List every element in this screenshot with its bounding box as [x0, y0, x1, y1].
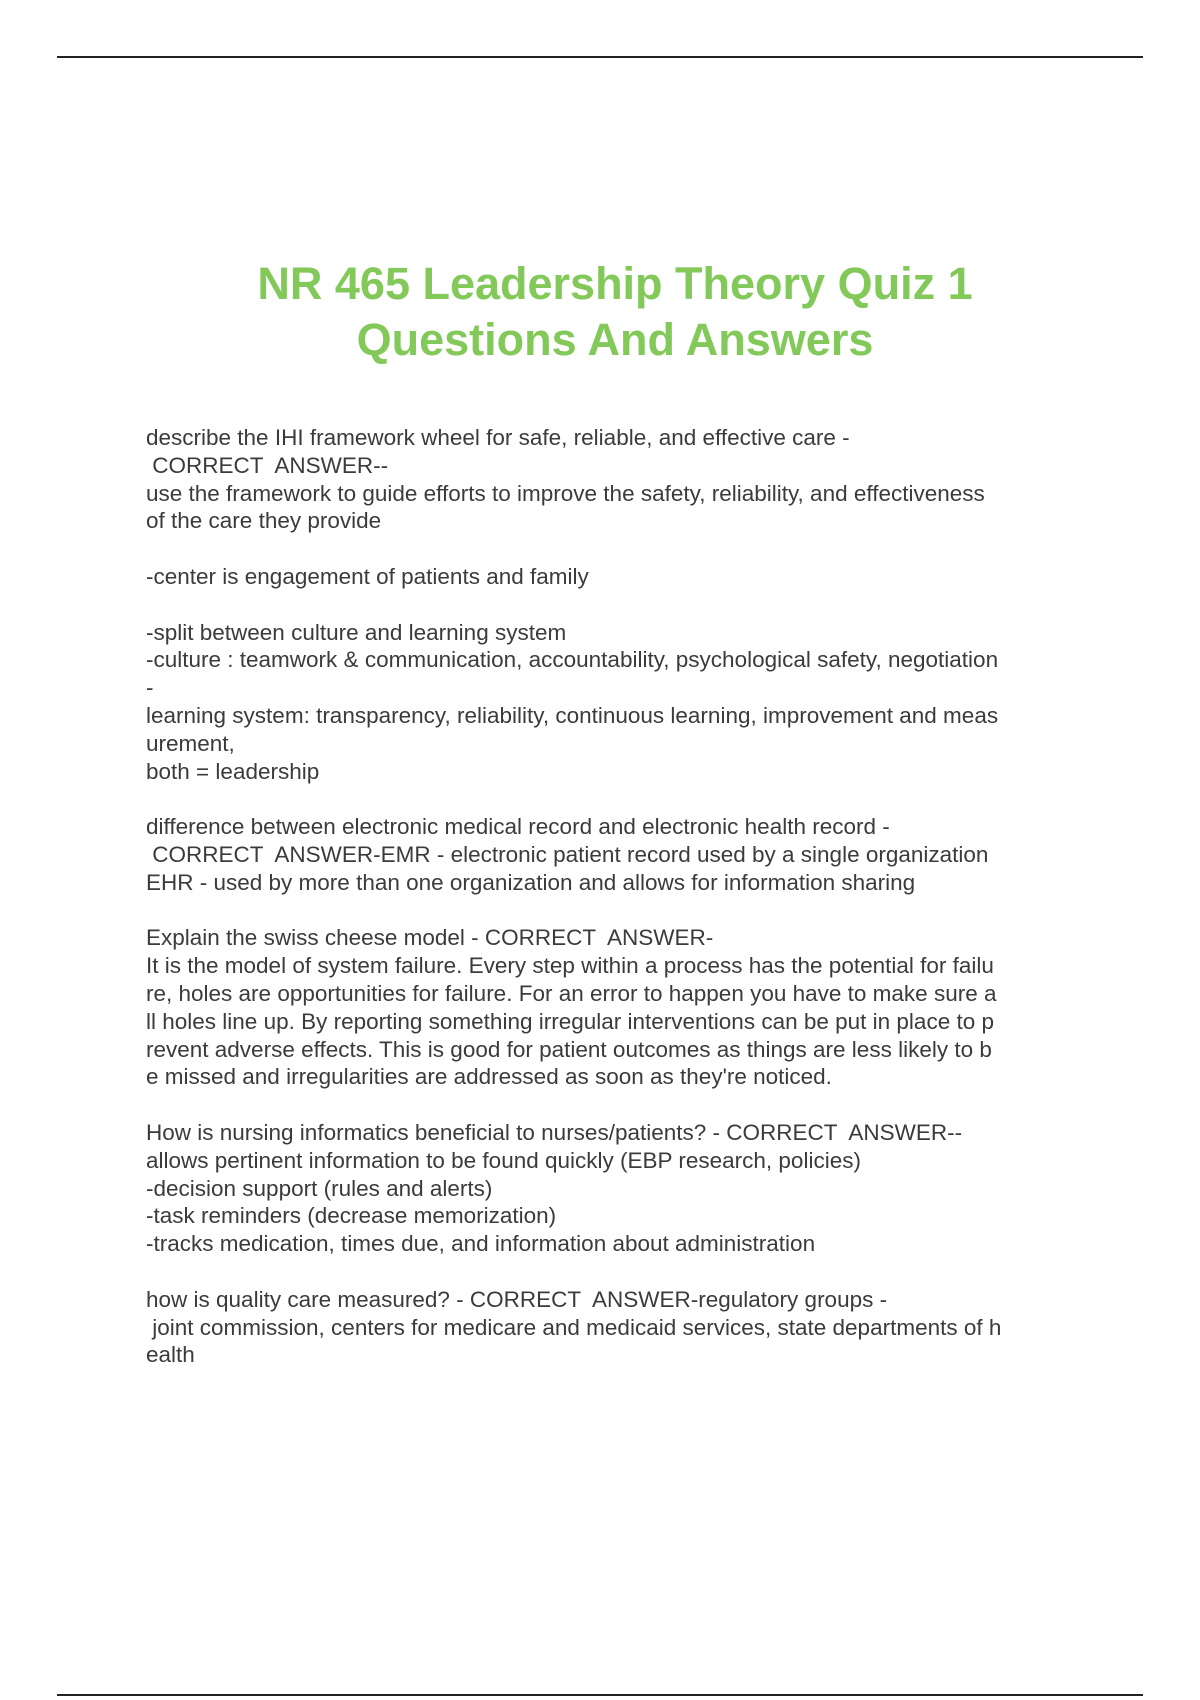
body-line — [146, 1091, 1086, 1119]
top-rule — [57, 56, 1143, 58]
bottom-rule — [57, 1694, 1143, 1696]
body-line: -split between culture and learning system — [146, 619, 567, 645]
body-line: e missed and irregularities are addressed as soon as they're noticed. — [146, 1064, 832, 1090]
document-title — [0, 256, 1200, 368]
body-line: use the framework to guide efforts to improve the safety, reliability, and effectiveness — [146, 480, 985, 506]
body-line — [146, 785, 1086, 813]
body-line: re, holes are opportunities for failure. For an error to happen you have to make sure a — [146, 980, 997, 1006]
body-line: -center is engagement of patients and family — [146, 563, 589, 589]
body-line: urement, — [146, 730, 235, 756]
body-line: of the care they provide — [146, 508, 382, 534]
body-line — [146, 1258, 1086, 1286]
body-line: EHR - used by more than one organization and allows for information sharing — [146, 869, 916, 895]
body-line: CORRECT ANSWER-- — [146, 452, 389, 478]
body-line: how is quality care measured? - CORRECT ANSWER-regulatory groups - — [146, 1286, 888, 1312]
body-line: joint commission, centers for medicare and medicaid services, state departments of h — [146, 1314, 1002, 1340]
body-line: difference between electronic medical record and electronic health record - — [146, 814, 890, 840]
body-line — [146, 591, 1086, 619]
body-line: -task reminders (decrease memorization) — [146, 1203, 557, 1229]
body-line: describe the IHI framework wheel for safe, reliable, and effective care - — [146, 425, 850, 450]
body-line: ealth — [146, 1342, 195, 1368]
body-line — [146, 535, 1086, 563]
title-line-1: NR 465 Leadership Theory Quiz 1 — [257, 258, 973, 309]
body-line: Explain the swiss cheese model - CORRECT ANSWER- — [146, 925, 714, 951]
body-line: allows pertinent information to be found quickly (EBP research, policies) — [146, 1147, 861, 1173]
body-line: How is nursing informatics beneficial to nurses/patients? - CORRECT ANSWER-- — [146, 1119, 963, 1145]
body-line: It is the model of system failure. Every step within a process has the potential for failu — [146, 953, 994, 979]
body-line: ll holes line up. By reporting something irregular interventions can be put in place to p — [146, 1008, 994, 1034]
body-line — [146, 897, 1086, 925]
title-line-2: Questions And Answers — [356, 314, 874, 365]
body-line: -culture : teamwork & communication, accountability, psychological safety, negotiation — [146, 647, 999, 673]
body-line: learning system: transparency, reliability, continuous learning, improvement and meas — [146, 702, 999, 728]
body-line: CORRECT ANSWER-EMR - electronic patient record used by a single organization — [146, 841, 989, 867]
document-body — [146, 424, 1086, 1369]
body-line: both = leadership — [146, 758, 320, 784]
body-line: -decision support (rules and alerts) — [146, 1175, 493, 1201]
body-line: revent adverse effects. This is good for patient outcomes as things are less likely to b — [146, 1036, 992, 1062]
body-line: - — [146, 675, 154, 701]
body-line: -tracks medication, times due, and information about administration — [146, 1231, 816, 1257]
